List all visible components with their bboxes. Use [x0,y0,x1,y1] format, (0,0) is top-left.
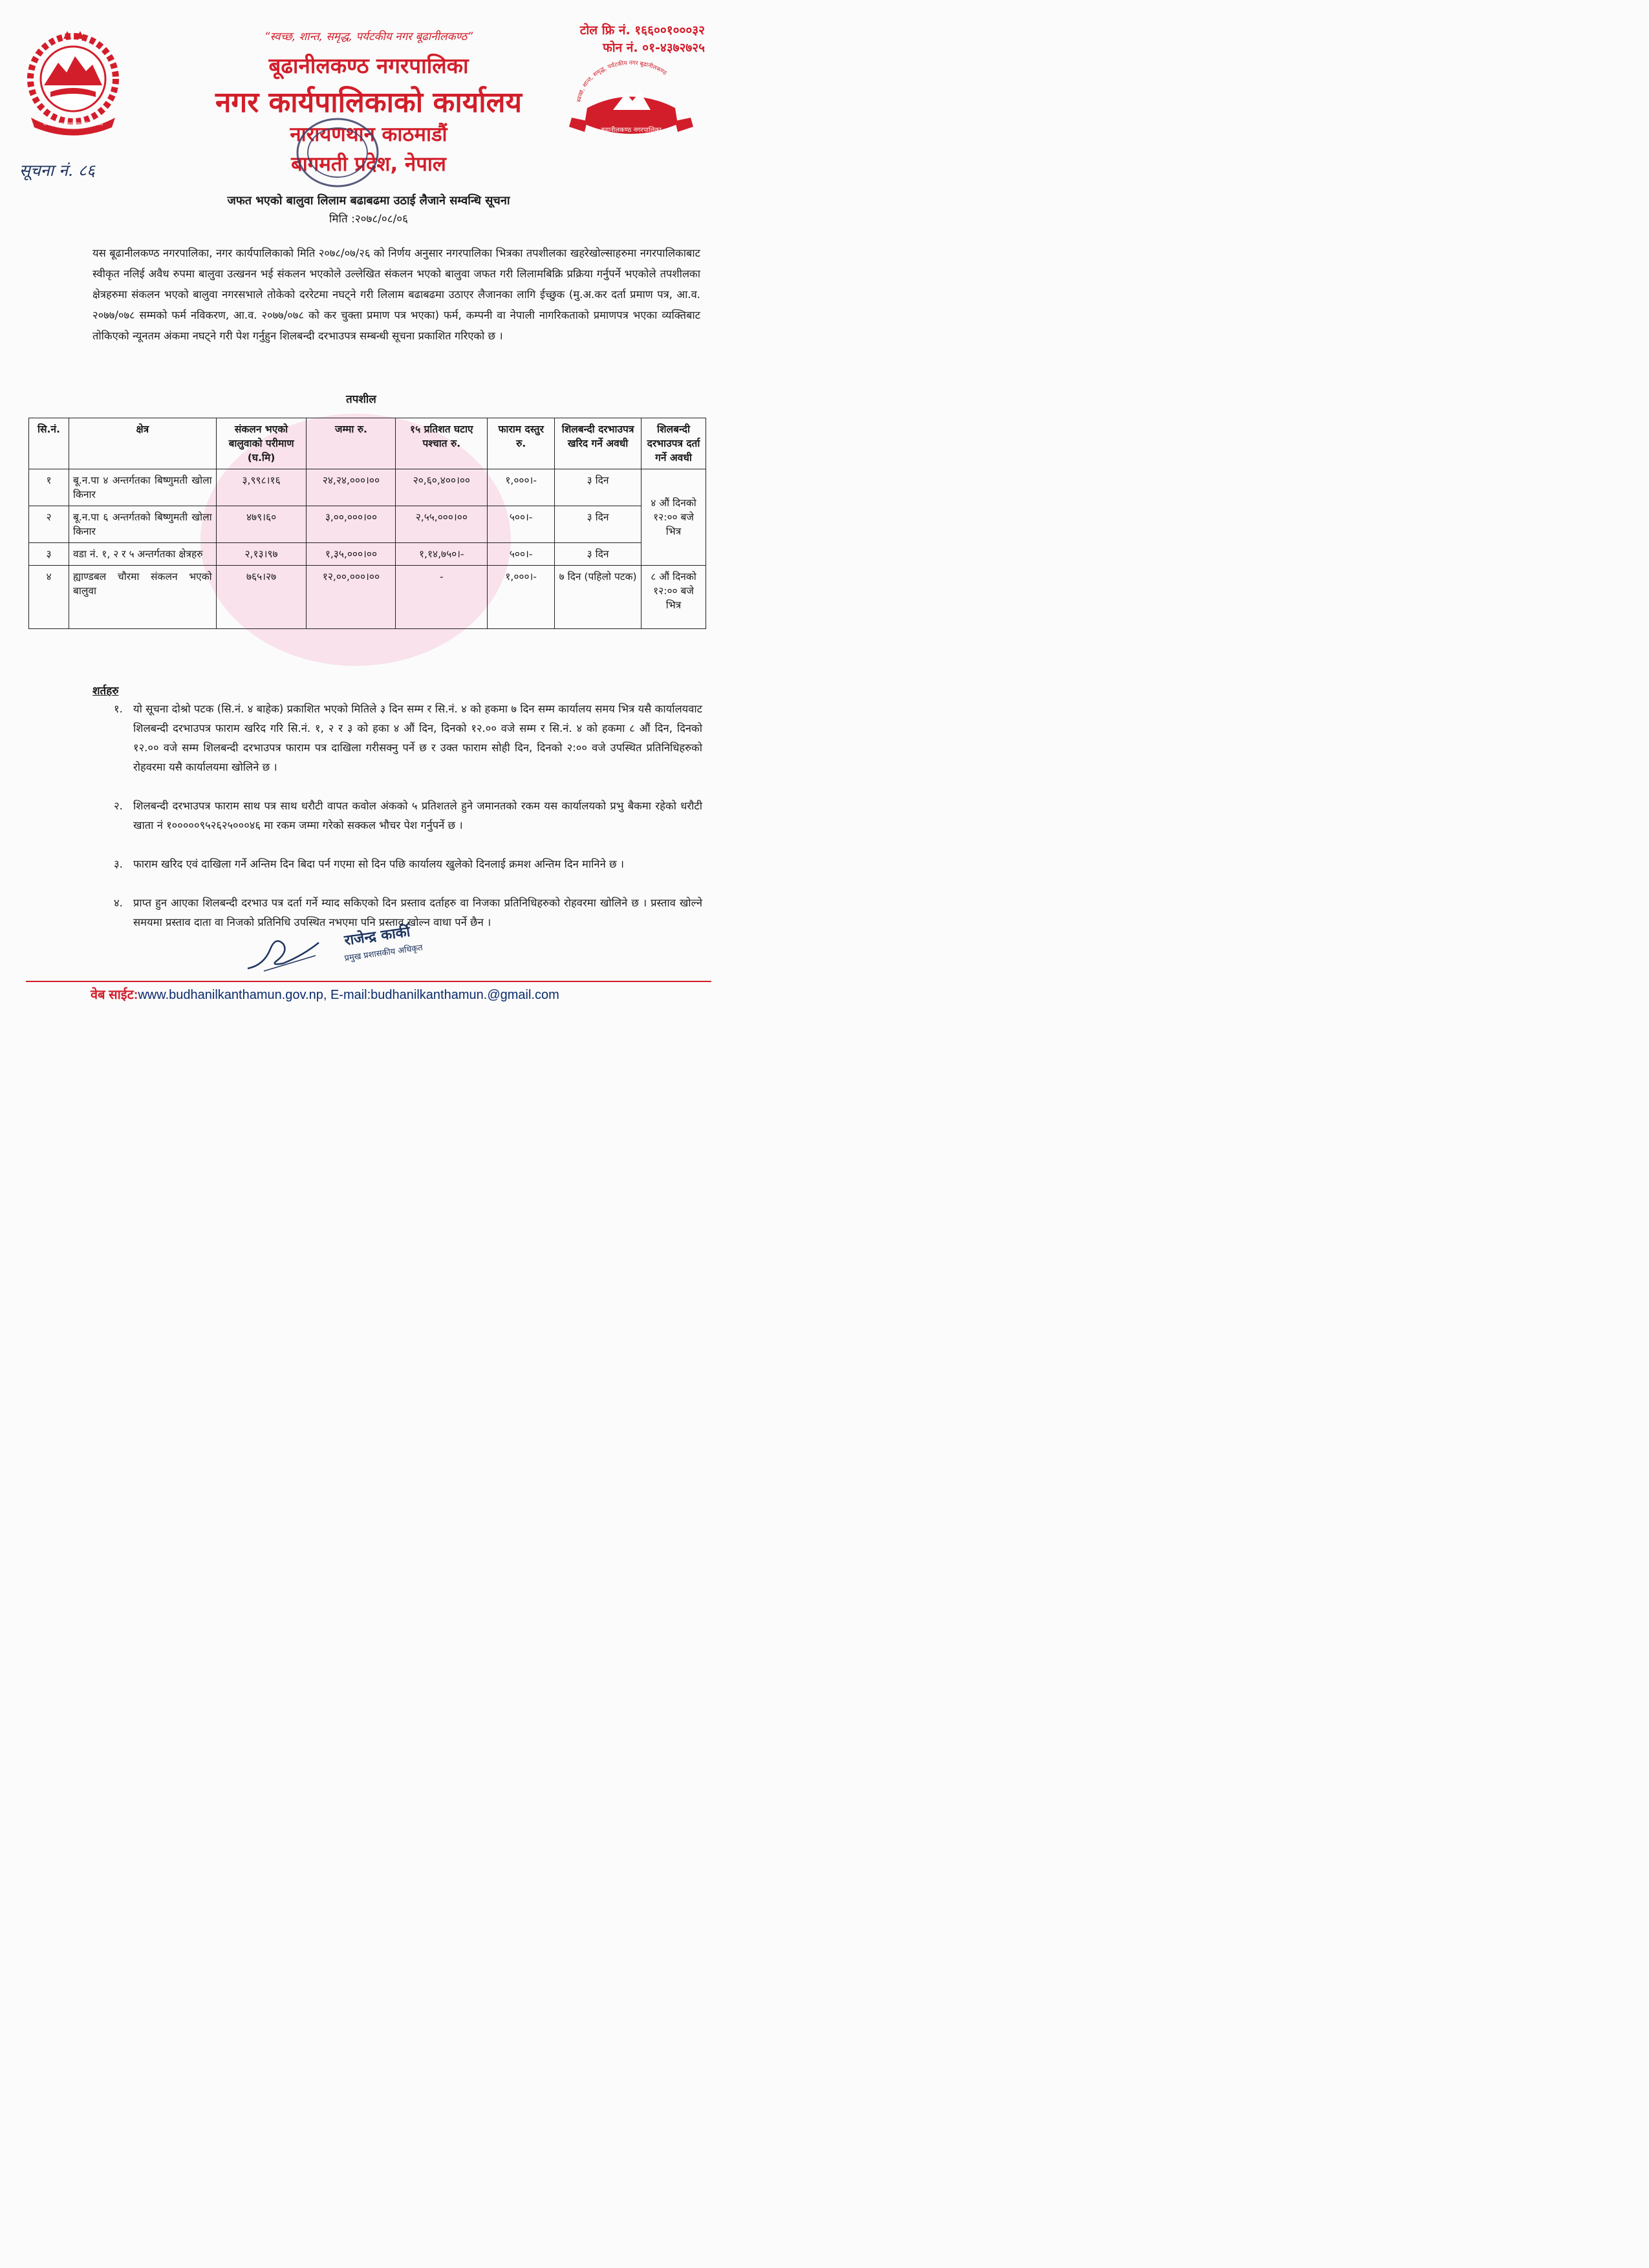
footer [91,985,559,1003]
term-text: शिलबन्दी दरभाउपत्र फाराम साथ पत्र साथ धरौटी वापत कवोल अंकको ५ प्रतिशतले हुने जमानतको रकम यस कार्यालयको प्रभु बैकमा रहेको धरौटी खाता नं १०००००९५२६२५०००४६ मा रकम जम्मा गरेको सक्कल भौचर पेश गर्नुपर्ने छ । [133,800,702,831]
toll-free-number: टोल फ्रि नं. १६६००१०००३२ [579,23,705,37]
col-header-after-15: १५ प्रतिशत घटाए पश्चात रु. [396,418,488,469]
emblem-motto: जननी जन्मभूमिश्च स्वर्गादपि गरीयसी [43,122,103,127]
table-row [29,506,706,543]
term-number: ४. [114,897,123,909]
nepal-emblem-icon [18,27,128,137]
term-number: ३. [114,858,123,870]
cell-sn: ४ [29,566,69,629]
municipality-logo-icon [568,59,695,144]
cell-after-15: - [396,566,488,629]
cell-purchase-period: ३ दिन [555,506,641,543]
footer-label: वेब साईट: [91,988,138,1002]
footer-contacts[interactable]: www.budhanilkanthamun.gov.np, E-mail:budhanilkanthamun.@gmail.com [138,988,559,1002]
col-header-total: जम्मा रु. [307,418,396,469]
office-stamp-icon [292,114,383,191]
cell-form-fee: ५००।- [488,506,555,543]
cell-purchase-period: ७ दिन (पहिलो पटक) [555,566,641,629]
cell-quantity: २,१३।९७ [216,543,307,566]
cell-area: बू.न.पा ४ अन्तर्गतका बिष्णुमती खोला किनार [69,469,216,506]
cell-total: ३,००,०००।०० [307,506,396,543]
logo-bottom-text: बूढानीलकण्ठ नगरपालिका [601,127,662,134]
logo-arc-text: स्वच्छ, शान्त, समृद्ध, पर्यटकीय नगर बूढानीलकण्ठ [576,59,668,103]
notice-title: जफत भएको बालुवा लिलाम बढाबढमा उठाई लैजाने सम्वन्धि सूचना [227,194,510,208]
office-name: नगर कार्यपालिकाको कार्यालय [215,86,522,119]
notice-body: यस बूढानीलकण्ठ नगरपालिका, नगर कार्यपालिकाको मिति २०७८/०७/२६ को निर्णय अनुसार नगरपालिका भित्रका तपशीलका खहरेखोल्साहरुमा नगरपालिकाबाट स्वीकृत नलिई अवैध रुपमा बालुवा उत्खनन भई संकलन भएकोले उल्लेखित संकलन भएको बालुवा जफत गरी लिलामबिक्रि प्रक्रिया गर्नुपर्ने भएकोले तपशीलका क्षेत्रहरुमा संकलन भएको बालुवा नगरसभाले तोकेको दररेटमा नघट्ने गरी लिलाम बढाबढमा उठाएर लैजानका लागि ईच्छुक (मु.अ.कर दर्ता प्रमाण पत्र, आ.व. २०७७/०७८ सम्मको फर्म नविकरण, आ.व. २०७७/०७८ को कर चुक्ता प्रमाण पत्र भएका) फर्म, कम्पनी वा नेपाली नागरिकताको प्रमाणपत्र भएका व्यक्तिबाट तोकिएको न्यूनतम अंकमा नघट्ने गरी पेश गर्नुहुन शिलबन्दी दरभाउपत्र सम्बन्धी सूचना प्रकाशित गरिएको छ । [92,247,700,342]
terms-title: शर्तहरु [92,685,119,698]
phone-number: फोन नं. ०१-४३७२७२५ [603,41,705,55]
cell-total: २४,२४,०००।०० [307,469,396,506]
address-line-2: बागमती प्रदेश, नेपाल [291,153,446,176]
footer-divider [26,981,711,982]
col-header-purchase-period: शिलबन्दी दरभाउपत्र खरिद गर्ने अवधी [555,418,641,469]
cell-quantity: ३,९९८।१६ [216,469,307,506]
cell-total: १,३५,०००।०० [307,543,396,566]
table-row [29,469,706,506]
schedule-label: तपशील [346,393,376,406]
cell-registration-period: ८ औं दिनको १२:०० बजे भित्र [641,566,706,629]
cell-purchase-period: ३ दिन [555,469,641,506]
cell-sn: ३ [29,543,69,566]
term-item [114,855,702,874]
col-header-quantity: संकलन भएको बालुवाको परीमाण (घ.मि) [216,418,307,469]
col-header-registration-period: शिलबन्दी दरभाउपत्र दर्ता गर्ने अवधी [641,418,706,469]
term-text: यो सूचना दोश्रो पटक (सि.नं. ४ बाहेक) प्रकाशित भएको मितिले ३ दिन सम्म र सि.नं. ४ को हकमा ७ दिन सम्म कार्यालय समय भित्र यसै कार्यालयवाट शिलबन्दी दरभाउपत्र फाराम खरिद गरि सि.नं. १, २ र ३ को हका ४ औं दिन, दिनको १२.०० वजे सम्म र सि.नं. ४ को हकमा ८ औं दिन, दिनको १२.०० वजे सम्म शिलबन्दी दरभाउपत्र फाराम पत्र दाखिला गरीसक्नु पर्ने छ र उक्त फाराम सोही दिन, दिनको २:०० वजे उपस्थित प्रतिनिधिहरुको रोहवरमा यसै कार्यालयमा खोलिने छ । [133,703,702,773]
cell-after-15: १,१४,७५०।- [396,543,488,566]
cell-purchase-period: ३ दिन [555,543,641,566]
signature-icon [244,930,322,975]
cell-quantity: ४७९।६० [216,506,307,543]
cell-registration-period: ४ औं दिनको १२:०० बजे भित्र [641,469,706,566]
notice-date: मिति :२०७८/०८/०६ [329,213,408,226]
term-number: २. [114,800,123,812]
term-item [114,797,702,835]
term-number: १. [114,703,123,715]
address-line-1: नारायणथान काठमाडौं [290,123,447,146]
municipality-name: बूढानीलकण्ठ नगरपालिका [268,53,469,78]
table-row [29,566,706,629]
term-item [114,700,702,777]
col-header-sn: सि.नं. [29,418,69,469]
svg-text:स्वच्छ, शान्त, समृद्ध, पर्यटकी [576,59,668,102]
cell-sn: २ [29,506,69,543]
cell-form-fee: १,०००।- [488,469,555,506]
term-text: फाराम खरिद एवं दाखिला गर्ने अन्तिम दिन बिदा पर्न गएमा सो दिन पछि कार्यालय खुलेको दिनलाई क्रमश अन्तिम दिन मानिने छ । [133,858,625,870]
cell-area: वडा नं. १, २ र ५ अन्तर्गतका क्षेत्रहरु [69,543,216,566]
cell-after-15: २०,६०,४००।०० [396,469,488,506]
col-header-area: क्षेत्र [69,418,216,469]
cell-after-15: २,५५,०००।०० [396,506,488,543]
signatory-title: प्रमुख प्रशासकीय अधिकृत [343,943,424,964]
cell-total: १२,००,०००।०० [307,566,396,629]
notice-page [0,0,737,1014]
cell-form-fee: १,०००।- [488,566,555,629]
cell-sn: १ [29,469,69,506]
term-text: प्राप्त हुन आएका शिलबन्दी दरभाउ पत्र दर्ता गर्ने म्याद सकिएको दिन प्रस्ताव दर्ताहरु वा निजका प्रतिनिधिहरुको रोहवरमा खोलिने छ । प्रस्ताव खोल्ने समयमा प्रस्ताव दाता वा निजको प्रतिनिधि उपस्थित नभएमा पनि प्रस्ताव खोल्न वाधा पर्ने छैन । [133,897,702,928]
cell-area: ह्याण्डबल चौरमा संकलन भएको बालुवा [69,566,216,629]
table-header-row [29,418,706,469]
notice-number: सूचना नं. ८६ [19,161,95,180]
signatory-name: राजेन्द्र कार्की [343,923,411,949]
col-header-form-fee: फाराम दस्तुर रु. [488,418,555,469]
table-row [29,543,706,566]
cell-area: बू.न.पा ६ अन्तर्गतको बिष्णुमती खोला किनार [69,506,216,543]
contact-numbers [580,22,705,57]
cell-quantity: ७६५।२७ [216,566,307,629]
cell-form-fee: ५००।- [488,543,555,566]
schedule-table [28,418,706,629]
slogan: “स्वच्छ, शान्त, समृद्ध, पर्यटकीय नगर बूढानीलकण्ठ” [264,30,473,43]
